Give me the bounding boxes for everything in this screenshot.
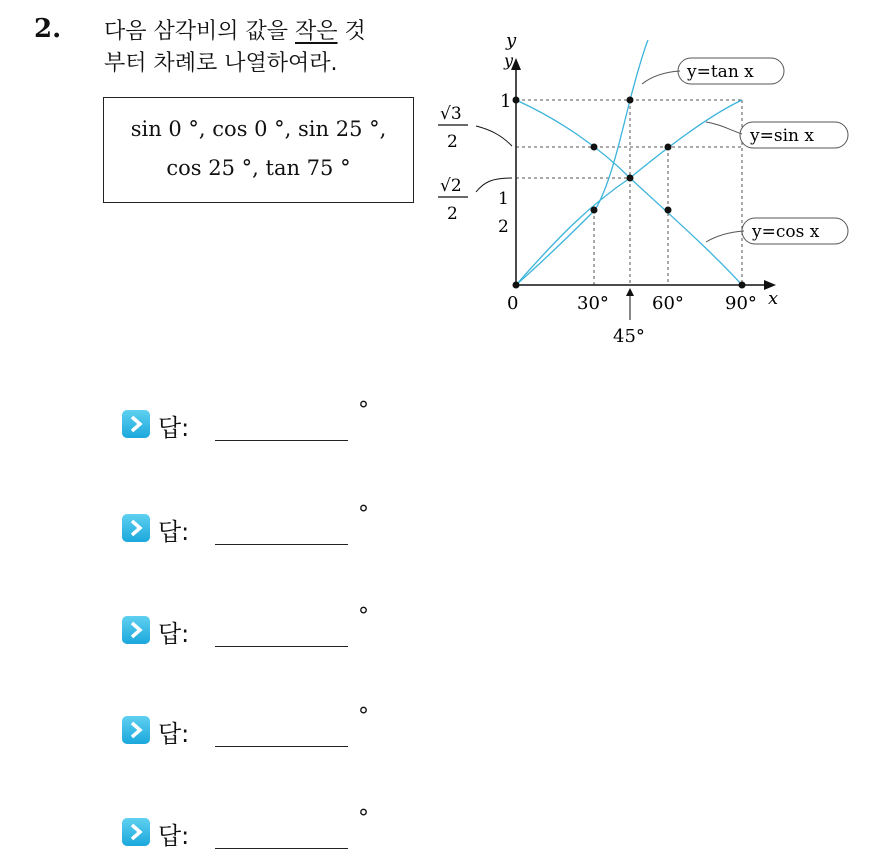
sin-label: y=sin x	[750, 126, 814, 146]
ytick-sqrt3-den: 2	[447, 132, 458, 152]
answer-label: 답:	[158, 414, 190, 442]
question-line-2: 부터 차례로 나열하여라.	[104, 51, 338, 76]
tan-label: y=tan x	[687, 62, 754, 82]
y-axis-label: y	[504, 51, 514, 70]
cos-curve	[516, 100, 742, 285]
xtick-60: 60°	[652, 293, 684, 314]
answer-blank[interactable]	[215, 440, 348, 441]
answer-suffix: °	[358, 398, 369, 423]
tan-callout	[642, 58, 784, 84]
answer-label: 답:	[158, 822, 190, 850]
answer-blank[interactable]	[215, 746, 348, 747]
cos-label: y=cos x	[752, 222, 820, 242]
xtick-45-arrow	[626, 288, 634, 296]
sin-curve	[516, 100, 742, 285]
trig-graph	[420, 20, 820, 360]
ytick-1: 1	[500, 91, 512, 112]
answer-label: 답:	[158, 620, 190, 648]
ytick-sqrt2-num: √2	[440, 176, 462, 196]
answer-label: 답:	[158, 720, 190, 748]
question-line-1	[104, 16, 366, 48]
chevron-right-icon	[122, 716, 150, 744]
tan-curve	[516, 40, 648, 285]
expression-box	[103, 97, 414, 203]
answer-blank[interactable]	[215, 544, 348, 545]
xtick-45: 45°	[613, 326, 645, 347]
ytick-sqrt3-num: √3	[440, 104, 462, 124]
question-line-1-end: 것	[337, 19, 366, 44]
question-number: 2.	[34, 14, 62, 44]
ytick-half-num: 1	[498, 189, 509, 209]
question-text	[104, 16, 366, 80]
guide-lines	[516, 100, 742, 285]
chevron-right-icon	[122, 616, 150, 644]
question-line-1-start: 다음 삼각비의 값을	[104, 19, 295, 44]
y-axis-label-top: y	[506, 30, 517, 51]
expression-line-2: cos 25 °, tan 75 °	[166, 156, 351, 180]
answer-suffix: °	[358, 806, 369, 831]
ytick-sqrt2-den: 2	[447, 204, 458, 224]
answer-label: 답:	[158, 518, 190, 546]
answer-suffix: °	[358, 502, 369, 527]
xtick-90: 90°	[725, 293, 757, 314]
answer-suffix: °	[358, 604, 369, 629]
chevron-right-icon	[122, 410, 150, 438]
answer-blank[interactable]	[215, 848, 348, 849]
axes	[516, 64, 770, 285]
question-underlined-word: 작은	[295, 19, 338, 44]
answer-suffix: °	[358, 704, 369, 729]
answer-blank[interactable]	[215, 646, 348, 647]
ytick-half-den: 2	[498, 217, 509, 237]
x-axis-label: x	[768, 288, 779, 309]
sqrt3-pointer	[476, 126, 512, 146]
points	[513, 97, 746, 289]
chevron-right-icon	[122, 514, 150, 542]
xtick-30: 30°	[577, 293, 609, 314]
chevron-right-icon	[122, 818, 150, 846]
xtick-0: 0	[507, 293, 519, 314]
expression-line-1: sin 0 °, cos 0 °, sin 25 °,	[130, 117, 387, 141]
cos-callout	[706, 218, 848, 244]
sin-callout	[706, 122, 848, 148]
